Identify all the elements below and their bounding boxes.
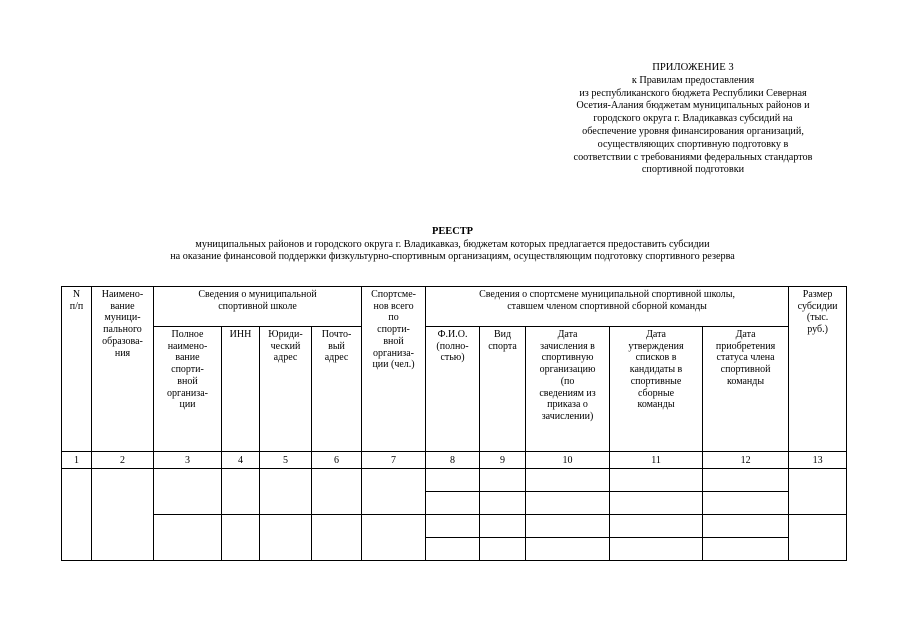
registry-subtitle-line-1: муниципальных районов и городского округа г. Владикавказ, бюджетам которых предлагается предоставить субсидии [195, 238, 710, 250]
appendix-line: осуществляющих спортивную подготовку в [597, 138, 789, 150]
data-row [62, 469, 847, 492]
empty-cell[interactable] [362, 469, 426, 515]
column-number: 11 [610, 452, 703, 469]
appendix-line: Осетия-Алания бюджетам муниципальных районов и [576, 100, 810, 112]
registry-title: РЕЕСТР [432, 226, 473, 237]
appendix-line: к Правилам предоставления [631, 74, 755, 86]
empty-cell[interactable] [610, 492, 703, 515]
empty-cell[interactable] [789, 515, 847, 561]
header-row-1 [62, 287, 847, 327]
empty-cell[interactable] [480, 492, 526, 515]
column-number: 8 [426, 452, 480, 469]
appendix-line: из республиканского бюджета Республики Северная [579, 87, 807, 99]
empty-cell[interactable] [703, 515, 789, 538]
column-number: 10 [526, 452, 610, 469]
empty-cell[interactable] [480, 538, 526, 561]
column-number: 3 [154, 452, 222, 469]
empty-cell[interactable] [610, 538, 703, 561]
empty-cell[interactable] [312, 515, 362, 561]
column-number: 5 [260, 452, 312, 469]
empty-cell[interactable] [426, 538, 480, 561]
empty-cell[interactable] [362, 515, 426, 561]
column-number: 1 [62, 452, 92, 469]
empty-cell[interactable] [222, 469, 260, 515]
empty-cell[interactable] [426, 469, 480, 492]
empty-cell[interactable] [789, 469, 847, 515]
appendix-block [528, 62, 858, 177]
column-number: 4 [222, 452, 260, 469]
empty-cell[interactable] [703, 492, 789, 515]
header-athlete-info: Сведения о спортсмене муниципальной спортивной школы, ставшем членом спортивной сборной команды [426, 287, 789, 327]
appendix-line: спортивной подготовки [641, 164, 745, 176]
header-approval-date: Дата утверждения списков в кандидаты в спортивные сборные команды [610, 327, 703, 452]
registry-subtitle-line-2: на оказание финансовой поддержки физкультурно-спортивным организациям, осуществляющим подготовку спортивного резерва [170, 251, 735, 263]
header-membership-date: Дата приобретения статуса члена спортивной команды [703, 327, 789, 452]
header-school-fullname: Полное наимено- вание спорти- вной организа- ции [154, 327, 222, 452]
empty-cell[interactable] [480, 515, 526, 538]
empty-cell[interactable] [154, 469, 222, 515]
empty-cell[interactable] [610, 469, 703, 492]
header-sport: Вид спорта [480, 327, 526, 452]
empty-cell[interactable] [526, 469, 610, 492]
header-subsidy: Размер субсидии (тыс. руб.) [789, 287, 847, 452]
empty-cell[interactable] [312, 469, 362, 515]
empty-cell[interactable] [526, 538, 610, 561]
empty-cell[interactable] [62, 469, 92, 561]
empty-cell[interactable] [526, 515, 610, 538]
data-row [62, 515, 847, 538]
header-municipality: Наимено- вание муници- пального образова- ния [92, 287, 154, 452]
empty-cell[interactable] [92, 469, 154, 561]
empty-cell[interactable] [526, 492, 610, 515]
header-inn: ИНН [222, 327, 260, 452]
column-number: 6 [312, 452, 362, 469]
empty-cell[interactable] [426, 515, 480, 538]
empty-cell[interactable] [703, 469, 789, 492]
appendix-line: соответствии с требованиями федеральных стандартов [573, 151, 813, 163]
appendix-line: обеспечение уровня финансирования организаций, [582, 125, 804, 137]
appendix-title: ПРИЛОЖЕНИЕ 3 [652, 62, 734, 73]
column-number: 13 [789, 452, 847, 469]
empty-cell[interactable] [260, 469, 312, 515]
column-number: 12 [703, 452, 789, 469]
column-number: 2 [92, 452, 154, 469]
empty-cell[interactable] [260, 515, 312, 561]
header-enrollment-date: Дата зачисления в спортивную организацию (по сведениям из приказа о зачислении) [526, 327, 610, 452]
header-athletes-total: Спортсме- нов всего по спорти- вной организа- ции (чел.) [362, 287, 426, 452]
column-number-row [62, 452, 847, 469]
registry-heading [40, 226, 865, 264]
empty-cell[interactable] [610, 515, 703, 538]
header-legal-address: Юриди- ческий адрес [260, 327, 312, 452]
empty-cell[interactable] [222, 515, 260, 561]
empty-cell[interactable] [703, 538, 789, 561]
header-postal-address: Почто- вый адрес [312, 327, 362, 452]
appendix-line: городского округа г. Владикавказ субсидий на [593, 113, 793, 125]
column-number: 7 [362, 452, 426, 469]
registry-table [61, 286, 847, 561]
column-number: 9 [480, 452, 526, 469]
empty-cell[interactable] [426, 492, 480, 515]
empty-cell[interactable] [480, 469, 526, 492]
header-row-2 [62, 327, 847, 452]
header-school-info: Сведения о муниципальной спортивной школе [154, 287, 362, 327]
header-num: N п/п [62, 287, 92, 452]
empty-cell[interactable] [154, 515, 222, 561]
header-fio: Ф.И.О. (полно- стью) [426, 327, 480, 452]
